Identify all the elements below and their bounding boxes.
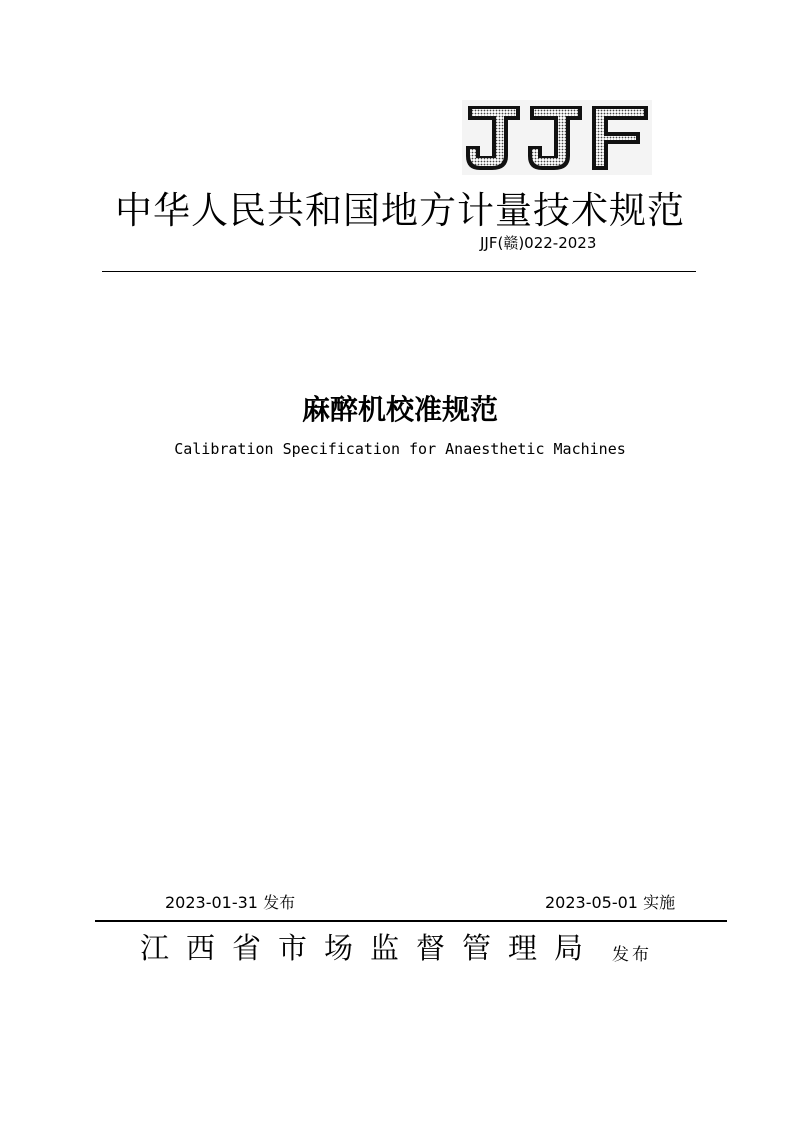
issuer-suffix: 发布 bbox=[612, 945, 652, 965]
issue-date: 2023-01-31 发布 bbox=[165, 893, 296, 912]
header-divider bbox=[102, 271, 696, 272]
footer-divider bbox=[95, 920, 727, 922]
spec-number: JJF(赣)022-2023 bbox=[480, 234, 597, 252]
country-title: 中华人民共和国地方计量技术规范 bbox=[115, 189, 685, 232]
document-title-en: Calibration Specification for Anaesthetic Machines bbox=[174, 440, 626, 458]
jjf-logo bbox=[462, 100, 652, 175]
document-title-cn: 麻醉机校准规范 bbox=[301, 393, 498, 426]
effective-date: 2023-05-01 实施 bbox=[545, 893, 676, 912]
issuer-name: 江西省市场监督管理局 bbox=[140, 931, 601, 965]
